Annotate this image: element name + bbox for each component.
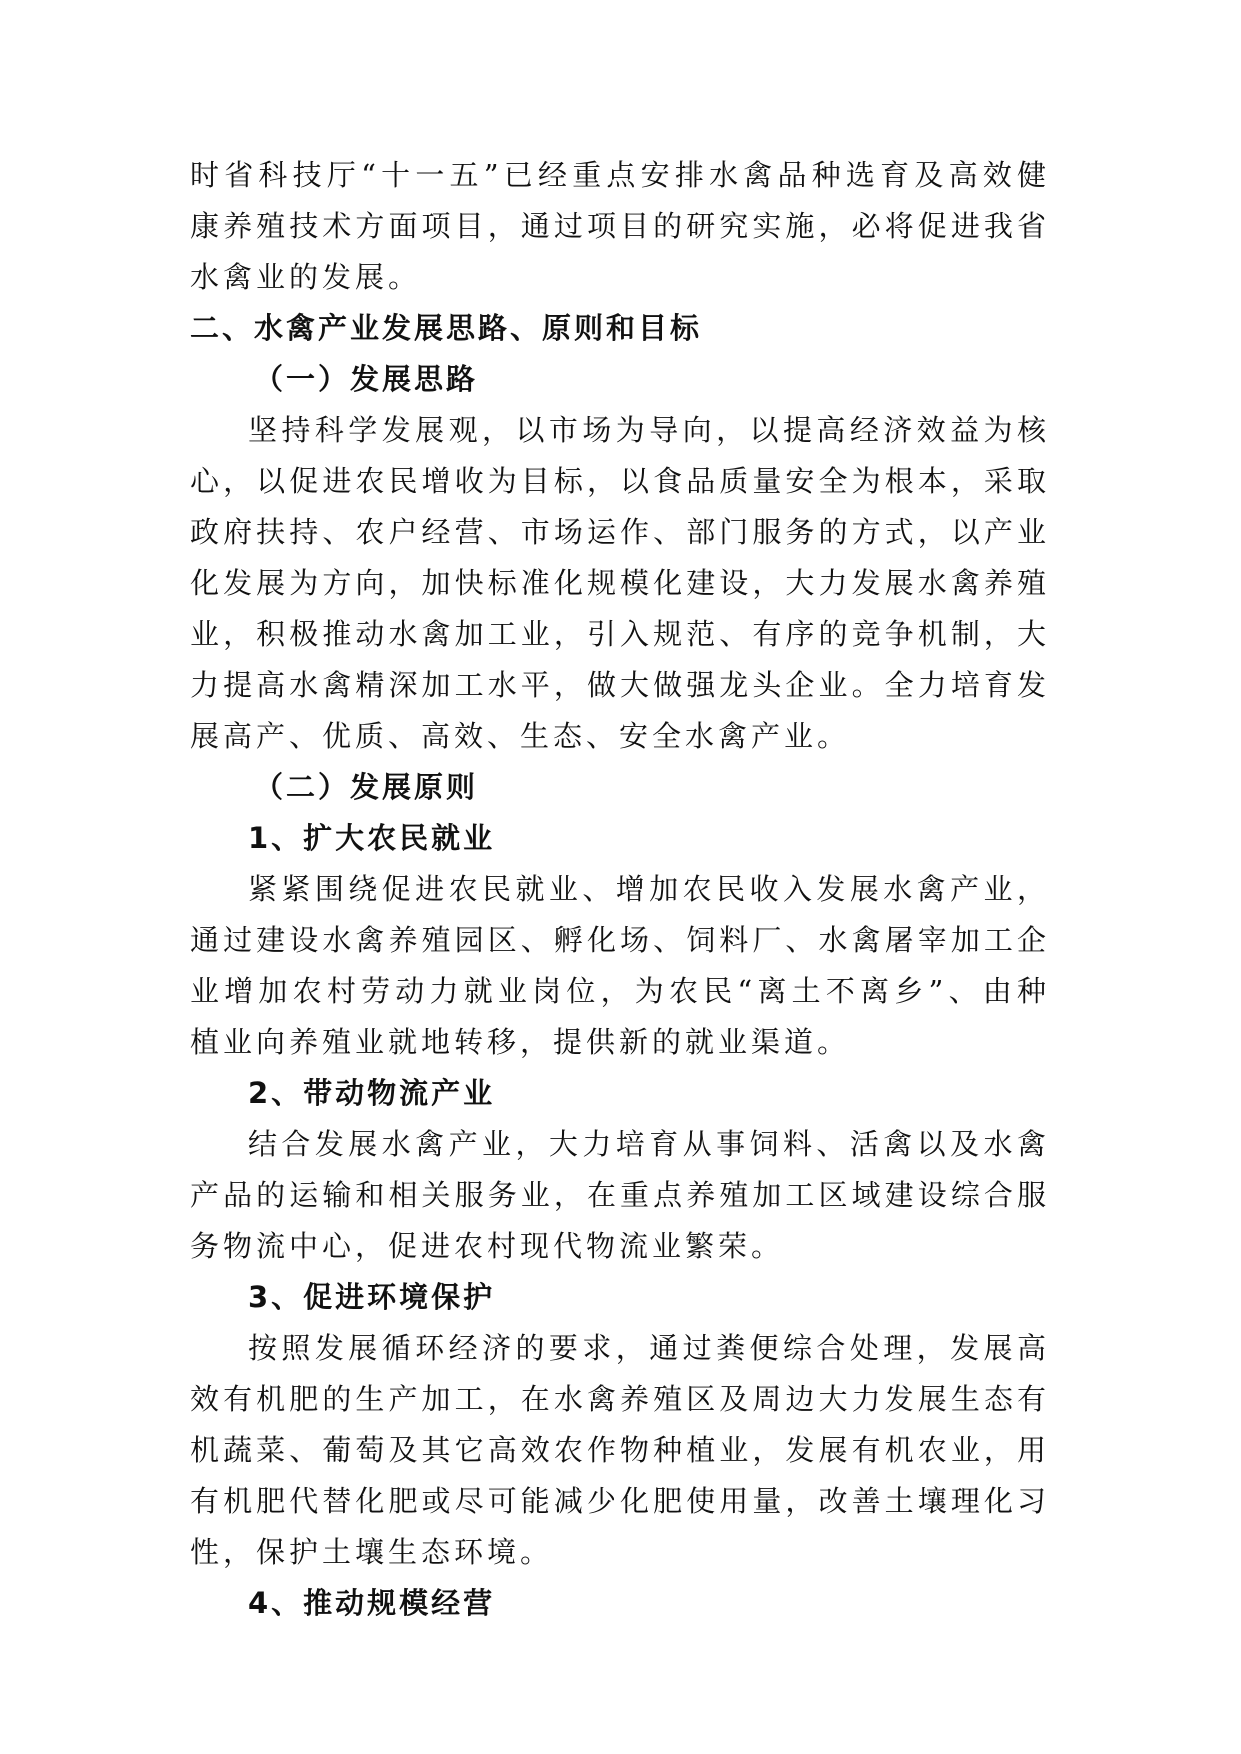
item-heading: 1、扩大农民就业 [248, 821, 496, 855]
document-body [190, 150, 1050, 1629]
paragraph: 坚持科学发展观，以市场为导向，以提高经济效益为核心，以促进农民增收为目标，以食品质量安全为根本，采取政府扶持、农户经营、市场运作、部门服务的方式，以产业化发展为方向，加快标准化规模化建设，大力发展水禽养殖业，积极推动水禽加工业，引入规范、有序的竞争机制，大力提高水禽精深加工水平，做大做强龙头企业。全力培育发展高产、优质、高效、生态、安全水禽产业。 [190, 413, 1050, 753]
subsection-heading: （一）发展思路 [254, 362, 479, 396]
paragraph: 紧紧围绕促进农民就业、增加农民收入发展水禽产业，通过建设水禽养殖园区、孵化场、饲料厂、水禽屠宰加工企业增加农村劳动力就业岗位，为农民“离土不离乡”、由种植业向养殖业就地转移，提供新的就业渠道。 [190, 872, 1050, 1059]
paragraph-continued: 时省科技厅“十一五”已经重点安排水禽品种选育及高效健康养殖技术方面项目，通过项目的研究实施，必将促进我省水禽业的发展。 [190, 158, 1050, 294]
paragraph: 结合发展水禽产业，大力培育从事饲料、活禽以及水禽产品的运输和相关服务业，在重点养殖加工区域建设综合服务物流中心，促进农村现代物流业繁荣。 [190, 1127, 1050, 1263]
paragraph: 按照发展循环经济的要求，通过粪便综合处理，发展高效有机肥的生产加工，在水禽养殖区及周边大力发展生态有机蔬菜、葡萄及其它高效农作物种植业，发展有机农业，用有机肥代替化肥或尽可能减少化肥使用量，改善土壤理化习性，保护土壤生态环境。 [190, 1331, 1050, 1569]
subsection-heading: （二）发展原则 [254, 770, 479, 804]
section-heading: 二、水禽产业发展思路、原则和目标 [190, 311, 703, 345]
item-heading: 2、带动物流产业 [248, 1076, 496, 1110]
item-heading: 4、推动规模经营 [248, 1586, 496, 1620]
item-heading: 3、促进环境保护 [248, 1280, 496, 1314]
